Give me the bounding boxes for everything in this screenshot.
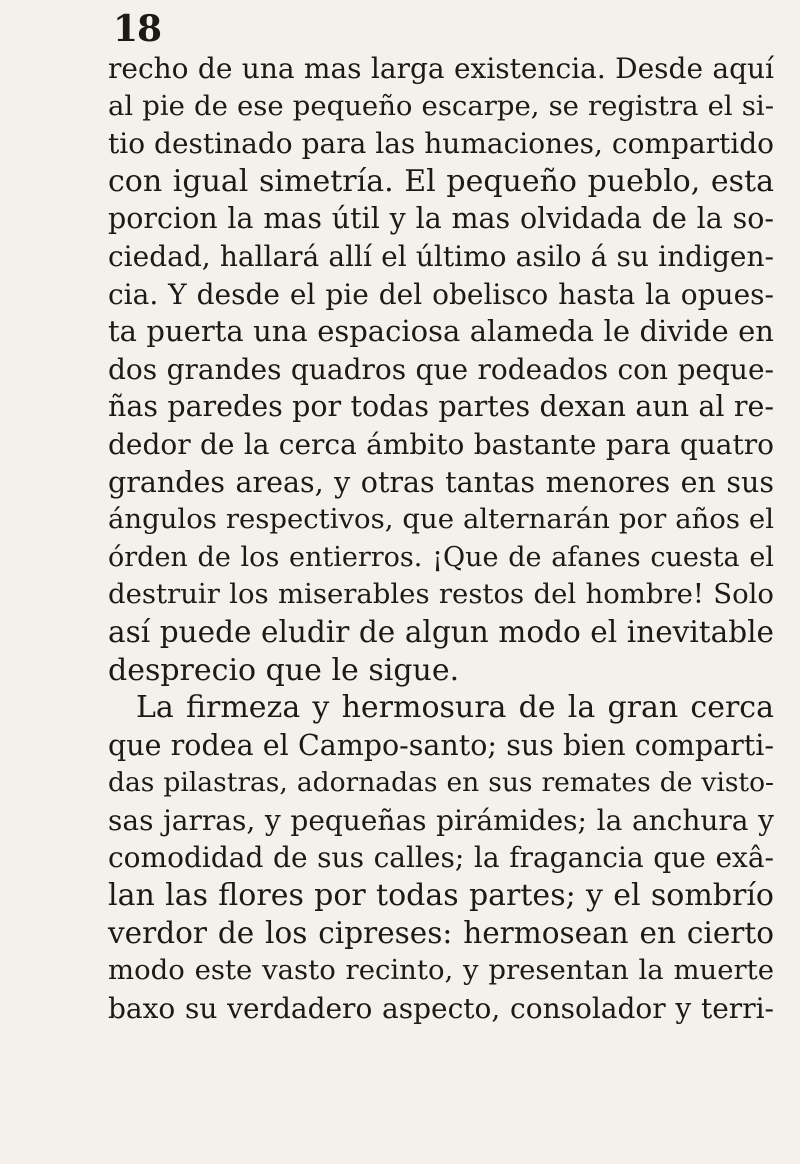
text-line: tio destinado para las humaciones, compartido (108, 127, 774, 161)
text-line: así puede eludir de algun modo el inevitable (108, 614, 774, 649)
text-line: sas jarras, y pequeñas pirámides; la anchura y (108, 803, 774, 837)
text-line: órden de los entierros. ¡Que de afanes cuesta el (108, 541, 774, 573)
text-line: recho de una mas larga existencia. Desde aquí (108, 52, 774, 85)
text-line: desprecio que le sigue. (108, 652, 460, 688)
text-line: al pie de ese pequeño escarpe, se registra el si- (108, 89, 774, 122)
text-line: La firmeza y hermosura de la gran cerca (136, 690, 774, 726)
text-line: ciedad, hallará allí el último asilo á su indigen- (108, 239, 774, 273)
text-line: grandes areas, y otras tantas menores en sus (108, 465, 774, 499)
text-line: ta puerta una espaciosa alameda le divide en (108, 314, 774, 349)
text-line: comodidad de sus calles; la fragancia que exâ- (108, 841, 774, 875)
text-line: ángulos respectivos, que alternarán por años el (108, 503, 774, 536)
text-line: dos grandes quadros que rodeados con peque- (108, 352, 774, 386)
text-line: que rodea el Campo-santo; sus bien comparti- (108, 728, 774, 762)
text-line: baxo su verdadero aspecto, consolador y terri- (108, 991, 774, 1025)
text-line: das pilastras, adornadas en sus remates de visto- (108, 767, 774, 799)
text-line: destruir los miserables restos del hombre! Solo (108, 578, 774, 611)
text-line: ñas paredes por todas partes dexan aun al re- (108, 390, 774, 424)
text-line: lan las flores por todas partes; y el sombrío (108, 878, 774, 914)
page-number: 18 (113, 8, 162, 50)
text-line: modo este vasto recinto, y presentan la muerte (108, 954, 774, 987)
text-line: verdor de los cipreses: hermosean en cierto (108, 915, 774, 950)
text-line: dedor de la cerca ámbito bastante para quatro (108, 427, 774, 461)
body-text (108, 50, 774, 1027)
text-line: cia. Y desde el pie del obelisco hasta la opues- (108, 277, 774, 311)
text-line: porcion la mas útil y la mas olvidada de la so- (108, 202, 774, 236)
text-line: con igual simetría. El pequeño pueblo, esta (108, 163, 774, 199)
